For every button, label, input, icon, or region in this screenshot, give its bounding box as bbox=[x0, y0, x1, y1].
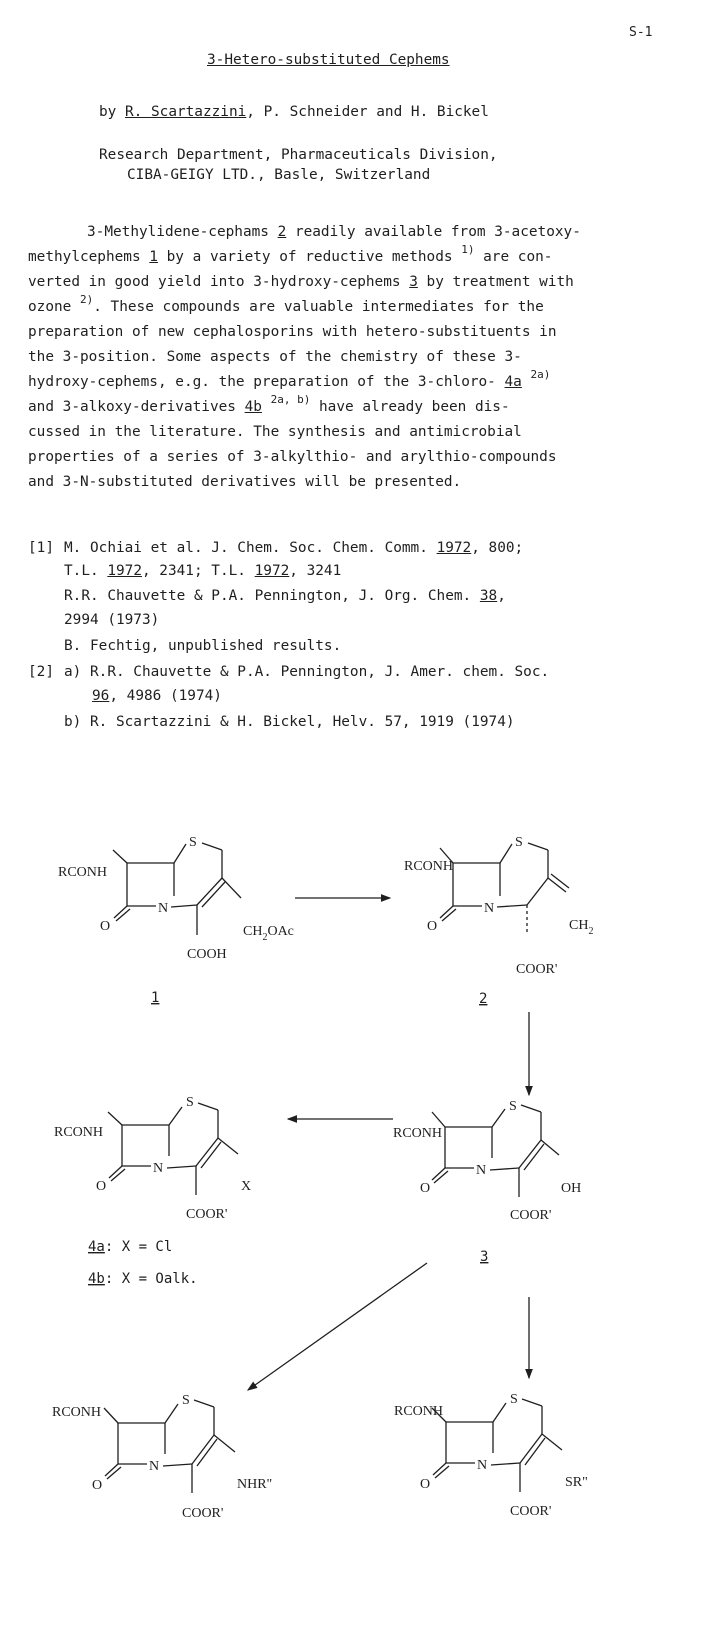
text-run: and 3-alkoxy-derivatives bbox=[28, 399, 245, 415]
sulfur-label: S bbox=[182, 1393, 190, 1408]
citation-sup: 1) bbox=[461, 243, 475, 256]
text-run: 3-Methylidene-cephams bbox=[87, 224, 278, 240]
reference-number: [1] bbox=[28, 540, 54, 556]
nitrogen-label: N bbox=[149, 1459, 160, 1474]
compound-label-4b: 4b: X = Oalk. bbox=[88, 1271, 198, 1287]
paper-title: 3-Hetero-substituted Cephems bbox=[207, 52, 450, 68]
cooh-label: COOH bbox=[187, 947, 227, 962]
sulfur-label: S bbox=[509, 1099, 517, 1114]
nitrogen-label: N bbox=[158, 901, 169, 916]
molecule-6 bbox=[432, 1399, 562, 1492]
oxygen-label: O bbox=[420, 1181, 431, 1196]
text-run: ozone bbox=[28, 299, 80, 315]
rconh-label: RCONH bbox=[393, 1126, 443, 1141]
abstract-line: the 3-position. Some aspects of the chemistry of these 3- bbox=[28, 349, 522, 365]
abstract-line: preparation of new cephalosporins with hetero-substituents in bbox=[28, 324, 557, 340]
molecule-3 bbox=[432, 1105, 559, 1197]
rconh-label: RCONH bbox=[54, 1125, 104, 1140]
x-label: X bbox=[241, 1179, 252, 1194]
text-run: , 2341; T.L. bbox=[141, 563, 255, 579]
text-run: hydroxy-cephems, e.g. the preparation of the 3-chloro- bbox=[28, 374, 505, 390]
text-run: R.R. Chauvette & P.A. Pennington, J. Org. Chem. bbox=[64, 588, 480, 604]
citation-sup: 2) bbox=[79, 293, 94, 306]
molecule-5 bbox=[104, 1400, 235, 1493]
byline-other-authors: , P. Schneider and H. Bickel bbox=[246, 104, 489, 120]
text-run: , 4986 (1974) bbox=[109, 688, 222, 704]
compound-ref: 1 bbox=[149, 249, 158, 265]
text-run: verted in good yield into 3-hydroxy-cephems bbox=[28, 274, 410, 290]
text-run: T.L. bbox=[64, 563, 108, 579]
page-number: S-1 bbox=[629, 25, 653, 40]
molecule-1 bbox=[113, 843, 241, 935]
compound-ref: 4b bbox=[244, 399, 262, 415]
sulfur-label: S bbox=[189, 835, 197, 850]
reference-number: [2] bbox=[28, 664, 54, 680]
citation-sup: 2a, b) bbox=[270, 393, 311, 406]
text-run: , 3241 bbox=[289, 563, 342, 579]
text-run: have already been dis- bbox=[310, 399, 510, 415]
coor-label: COOR' bbox=[182, 1506, 224, 1521]
citation-sup: 2a) bbox=[530, 368, 551, 381]
text-run: 1972 bbox=[107, 563, 142, 579]
text-run: by a variety of reductive methods bbox=[157, 249, 462, 265]
text-run: , bbox=[497, 588, 506, 604]
text-run: M. Ochiai et al. J. Chem. Soc. Chem. Comm. bbox=[64, 540, 437, 556]
reference-line: b) R. Scartazzini & H. Bickel, Helv. 57, 1919 (1974) bbox=[64, 714, 515, 730]
sr-label: SR" bbox=[565, 1475, 588, 1490]
text-run: methylcephems bbox=[28, 249, 150, 265]
oxygen-label: O bbox=[427, 919, 438, 934]
compound-ref: 3 bbox=[409, 274, 418, 290]
compound-label-3: 3 bbox=[480, 1249, 489, 1265]
oxygen-label: O bbox=[100, 919, 111, 934]
molecule-2 bbox=[440, 843, 569, 935]
compound-ref: 4a bbox=[504, 374, 522, 390]
rconh-label: RCONH bbox=[58, 865, 108, 880]
abstract-line: properties of a series of 3-alkylthio- and arylthio-compounds bbox=[28, 449, 557, 465]
byline-prefix: by bbox=[99, 104, 125, 120]
reference-line: B. Fechtig, unpublished results. bbox=[64, 638, 342, 654]
ch2oac-label: $CH_2OAc$ bbox=[243, 924, 294, 943]
text-run: 1972 bbox=[436, 540, 472, 556]
rconh-label: RCONH bbox=[52, 1405, 102, 1420]
coor-label: COOR' bbox=[510, 1504, 552, 1519]
reference-line: 2994 (1973) bbox=[64, 612, 160, 628]
nitrogen-label: N bbox=[153, 1161, 164, 1176]
text-run: by treatment with bbox=[417, 274, 574, 290]
byline-first-author: R. Scartazzini bbox=[125, 104, 247, 120]
compound-label-4a: 4a: X = Cl bbox=[88, 1239, 173, 1255]
reference-line: a) R.R. Chauvette & P.A. Pennington, J. Amer. chem. Soc. bbox=[64, 664, 550, 680]
text-run: are con- bbox=[474, 249, 553, 265]
compound-label-2: 2 bbox=[479, 991, 488, 1007]
coor-label: COOR' bbox=[516, 962, 558, 977]
text-run: 1972 bbox=[254, 563, 290, 579]
oxygen-label: O bbox=[92, 1478, 103, 1493]
nitrogen-label: N bbox=[476, 1163, 487, 1178]
abstract-line: cussed in the literature. The synthesis and antimicrobial bbox=[28, 424, 522, 440]
sulfur-label: S bbox=[515, 835, 523, 850]
text-run: 38 bbox=[479, 588, 498, 604]
nhr-label: NHR" bbox=[237, 1477, 273, 1492]
rconh-label: RCONH bbox=[404, 859, 454, 874]
affiliation-line-2: CIBA-GEIGY LTD., Basle, Switzerland bbox=[127, 167, 431, 183]
affiliation-line-1: Research Department, Pharmaceuticals Division, bbox=[99, 147, 498, 163]
oh-label: OH bbox=[561, 1181, 582, 1196]
abstract-line: and 3-N-substituted derivatives will be presented. bbox=[28, 474, 462, 490]
text-run: , 800; bbox=[471, 540, 524, 556]
compound-ref: 2 bbox=[277, 224, 287, 240]
oxygen-label: O bbox=[420, 1477, 431, 1492]
text-run: 96 bbox=[92, 688, 110, 704]
nitrogen-label: N bbox=[484, 901, 495, 916]
oxygen-label: O bbox=[96, 1179, 107, 1194]
sulfur-label: S bbox=[510, 1392, 518, 1407]
molecule-4 bbox=[108, 1103, 238, 1195]
coor-label: COOR' bbox=[510, 1208, 552, 1223]
sulfur-label: S bbox=[186, 1095, 194, 1110]
text-run: readily available from 3-acetoxy- bbox=[286, 224, 581, 240]
arrow-3-to-nhr bbox=[248, 1263, 427, 1390]
rconh-label: RCONH bbox=[394, 1404, 444, 1419]
nitrogen-label: N bbox=[477, 1458, 488, 1473]
ch2-label: $CH_2$ bbox=[569, 918, 594, 937]
coor-label: COOR' bbox=[186, 1207, 228, 1222]
compound-label-1: 1 bbox=[151, 990, 160, 1006]
text-run: . These compounds are valuable intermediates for the bbox=[93, 299, 544, 315]
